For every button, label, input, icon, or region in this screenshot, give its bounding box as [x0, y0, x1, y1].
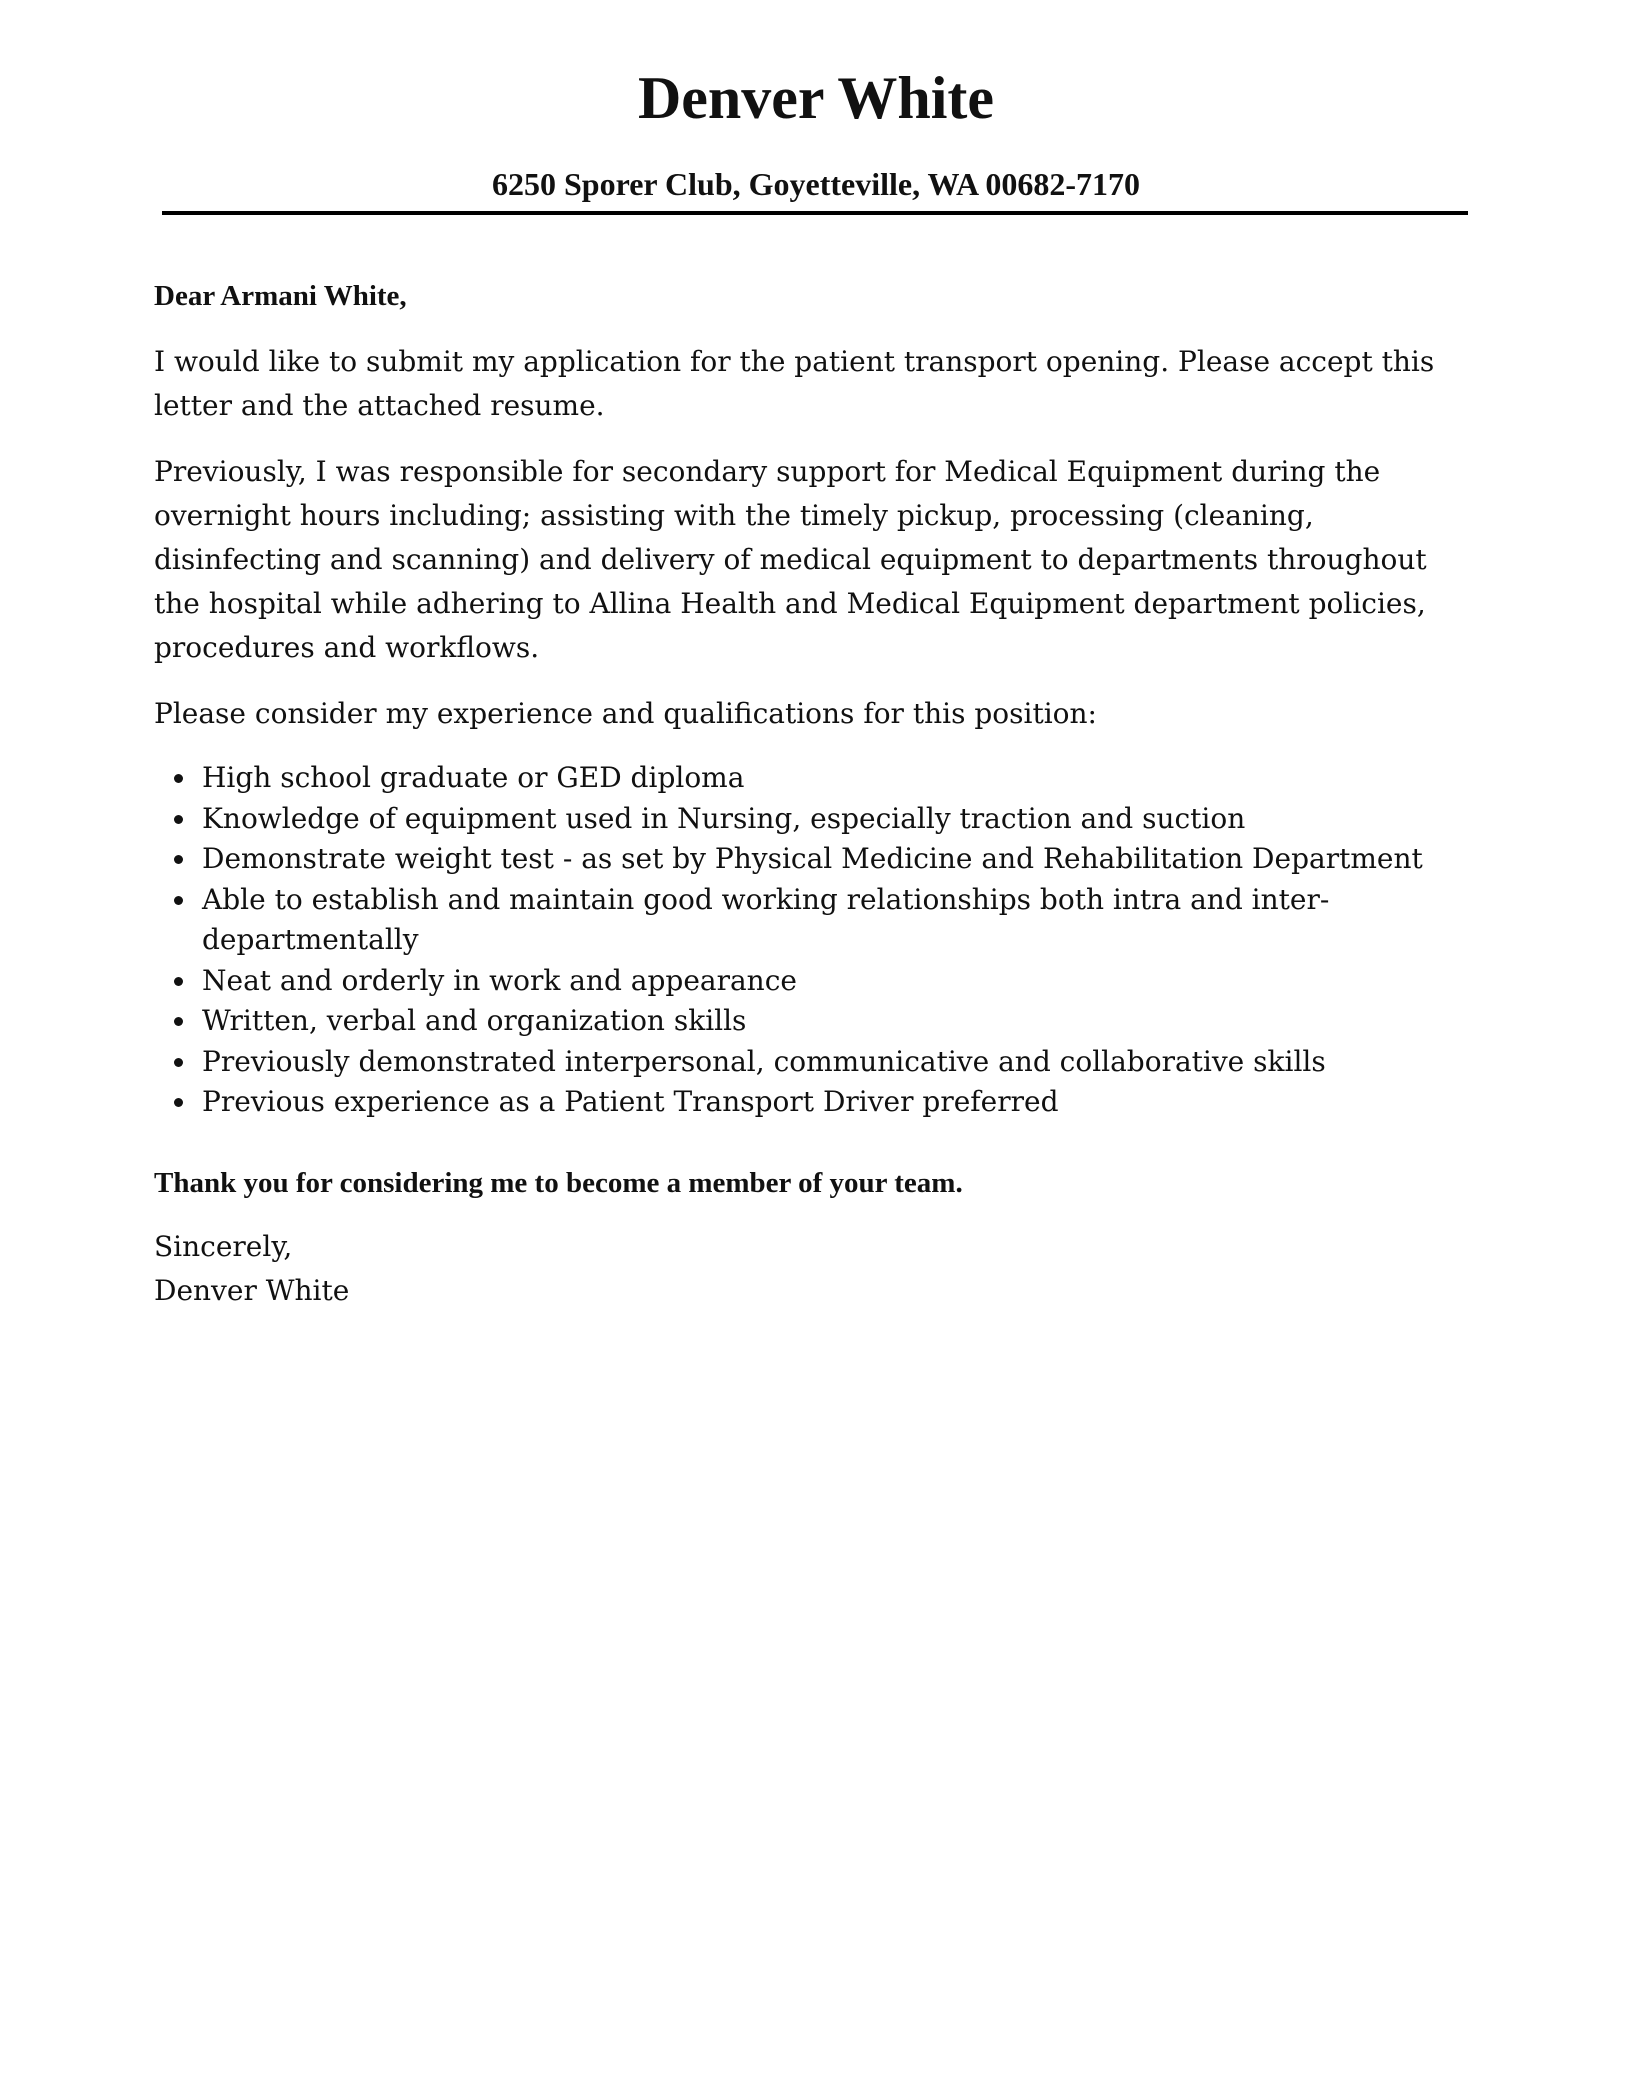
bullet-icon [174, 1058, 183, 1067]
salutation: Dear Armani White, [154, 280, 407, 312]
qualifications-list [154, 758, 1474, 1123]
bullet-icon [174, 1017, 183, 1026]
bullet-icon [174, 896, 183, 905]
list-item-text: Previously demonstrated interpersonal, communicative and collaborative skills [202, 1044, 1326, 1078]
list-item [154, 799, 1474, 840]
bullet-icon [174, 1098, 183, 1107]
list-item-text: Neat and orderly in work and appearance [202, 963, 797, 997]
bullet-icon [174, 977, 183, 986]
intro-paragraph: I would like to submit my application for the patient transport opening. Please accept this letter and the attached resume. [154, 345, 1435, 422]
list-item-text: Written, verbal and organization skills [202, 1004, 747, 1037]
sender-address: 6250 Sporer Club, Goyetteville, WA 00682-7170 [492, 166, 1140, 202]
experience-paragraph: Previously, I was responsible for secondary support for Medical Equipment during the overnight hours including; assisting with the timely pickup, processing (cleaning, disinfecting and scanning) and delivery of medical equipment to departments throughout the hospital while adhering to Allina Health and Medical Equipment department policies, procedures and workflows. [154, 455, 1427, 664]
signature: Denver White [154, 1273, 350, 1307]
bullet-icon [174, 855, 183, 864]
header-divider [162, 211, 1468, 215]
list-item-text: Knowledge of equipment used in Nursing, especially traction and suction [202, 801, 1246, 835]
list-item [154, 880, 1474, 961]
thank-you-line: Thank you for considering me to become a member of your team. [154, 1166, 963, 1199]
list-item-text: Demonstrate weight test - as set by Physical Medicine and Rehabilitation Department [202, 842, 1423, 875]
list-item-text: High school graduate or GED diploma [202, 761, 745, 794]
qualifications-intro: Please consider my experience and qualifications for this position: [154, 697, 1097, 730]
list-item [154, 961, 1474, 1002]
list-item [154, 1001, 1474, 1042]
letter-body [154, 274, 1474, 1313]
bullet-icon [174, 774, 183, 783]
list-item-text: Previous experience as a Patient Transport Driver preferred [202, 1085, 1059, 1118]
list-item [154, 1082, 1474, 1123]
bullet-icon [174, 815, 183, 824]
closing: Sincerely, [154, 1229, 293, 1263]
sender-name: Denver White [637, 65, 995, 131]
list-item [154, 839, 1474, 880]
list-item [154, 1042, 1474, 1083]
list-item-text: Able to establish and maintain good working relationships both intra and inter-departmentally [202, 882, 1330, 956]
list-item [154, 758, 1474, 799]
